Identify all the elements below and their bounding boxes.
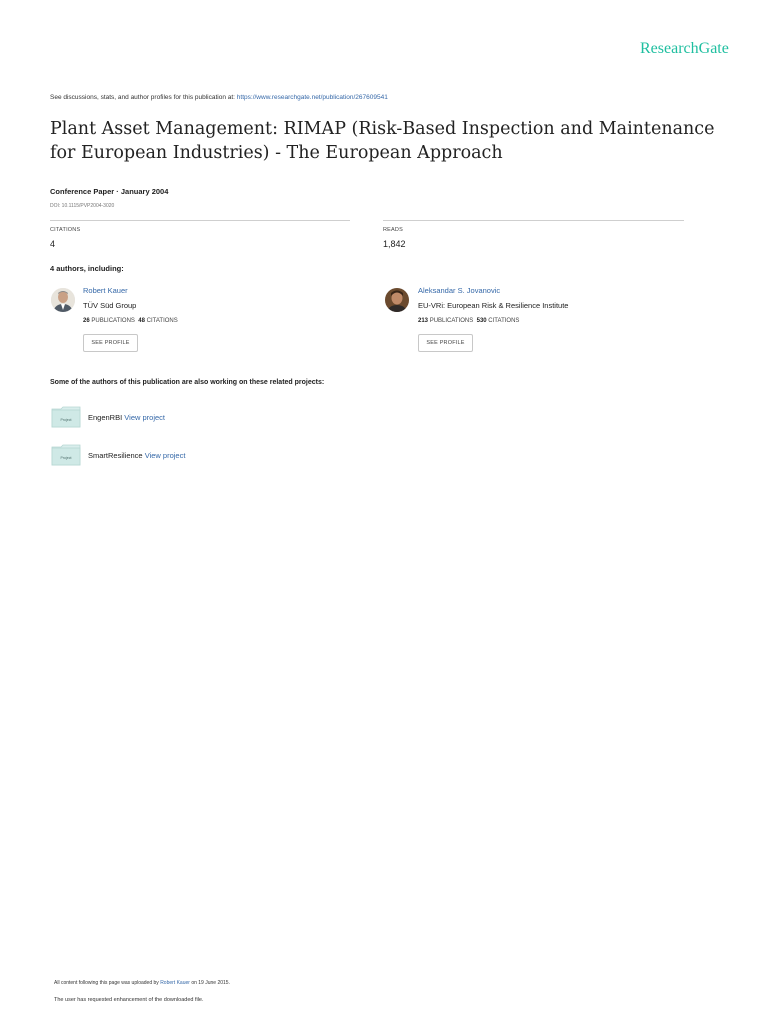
citations-divider xyxy=(50,220,350,221)
author-stats xyxy=(83,318,178,324)
author-citations-label: CITATIONS xyxy=(488,318,520,324)
publication-title: Plant Asset Management: RIMAP (Risk-Based Inspection and Maintenance for European Industries) - The European Approach xyxy=(50,119,715,163)
discussion-notice xyxy=(50,94,388,101)
citations-label: CITATIONS xyxy=(50,227,81,233)
publication-meta: Conference Paper · January 2004 xyxy=(50,187,169,196)
author-stats xyxy=(418,318,519,324)
project-folder-icon xyxy=(51,406,81,428)
author-institution: EU-VRi: European Risk & Resilience Institute xyxy=(418,301,569,310)
author-citations-count: 530 xyxy=(476,318,487,324)
researchgate-logo[interactable]: ResearchGate xyxy=(640,40,729,57)
view-project-link[interactable]: View project xyxy=(144,451,186,460)
author-publications-label: PUBLICATIONS xyxy=(91,318,135,324)
author-avatar[interactable] xyxy=(51,288,75,312)
reads-label: READS xyxy=(383,227,403,233)
project-name: SmartResilience xyxy=(88,451,143,460)
view-project-link[interactable]: View project xyxy=(124,413,166,422)
project-name: EngenRBI xyxy=(88,413,123,422)
see-profile-button[interactable]: SEE PROFILE xyxy=(83,334,138,352)
project-folder-icon xyxy=(51,444,81,466)
related-projects-heading: Some of the authors of this publication are also working on these related projects: xyxy=(50,379,325,386)
author-publications-count: 26 xyxy=(83,318,90,324)
author-citations-label: CITATIONS xyxy=(146,318,178,324)
upload-prefix: All content following this page was uploaded by xyxy=(54,980,161,986)
authors-heading: 4 authors, including: xyxy=(50,264,124,273)
author-photo-icon xyxy=(51,288,75,312)
upload-suffix: on 19 June 2015. xyxy=(189,980,230,986)
see-profile-button[interactable]: SEE PROFILE xyxy=(418,334,473,352)
publication-doi: DOI: 10.1115/PVP2004-3020 xyxy=(50,203,115,209)
project-icon-label: Project xyxy=(60,456,72,460)
discussion-text: See discussions, stats, and author profiles for this publication at: xyxy=(50,94,237,101)
project-item xyxy=(88,451,185,460)
author-citations-count: 48 xyxy=(138,318,145,324)
project-item xyxy=(88,413,165,422)
author-publications-label: PUBLICATIONS xyxy=(429,318,474,324)
uploader-link[interactable]: Robert Kauer xyxy=(160,980,190,986)
author-institution: TÜV Süd Group xyxy=(83,301,137,310)
publication-url-link[interactable]: https://www.researchgate.net/publication/267609541 xyxy=(236,94,388,101)
author-publications-count: 213 xyxy=(418,318,429,324)
reads-divider xyxy=(383,220,684,221)
author-name-link[interactable]: Robert Kauer xyxy=(83,286,128,295)
author-name-link[interactable]: Aleksandar S. Jovanovic xyxy=(418,286,501,295)
reads-count: 1,842 xyxy=(383,239,406,249)
author-photo-icon xyxy=(385,288,409,312)
upload-notice xyxy=(54,980,230,986)
citations-count: 4 xyxy=(50,239,56,249)
project-icon-label: Project xyxy=(60,418,72,422)
enhancement-notice: The user has requested enhancement of the downloaded file. xyxy=(54,997,204,1003)
author-avatar[interactable] xyxy=(385,288,409,312)
